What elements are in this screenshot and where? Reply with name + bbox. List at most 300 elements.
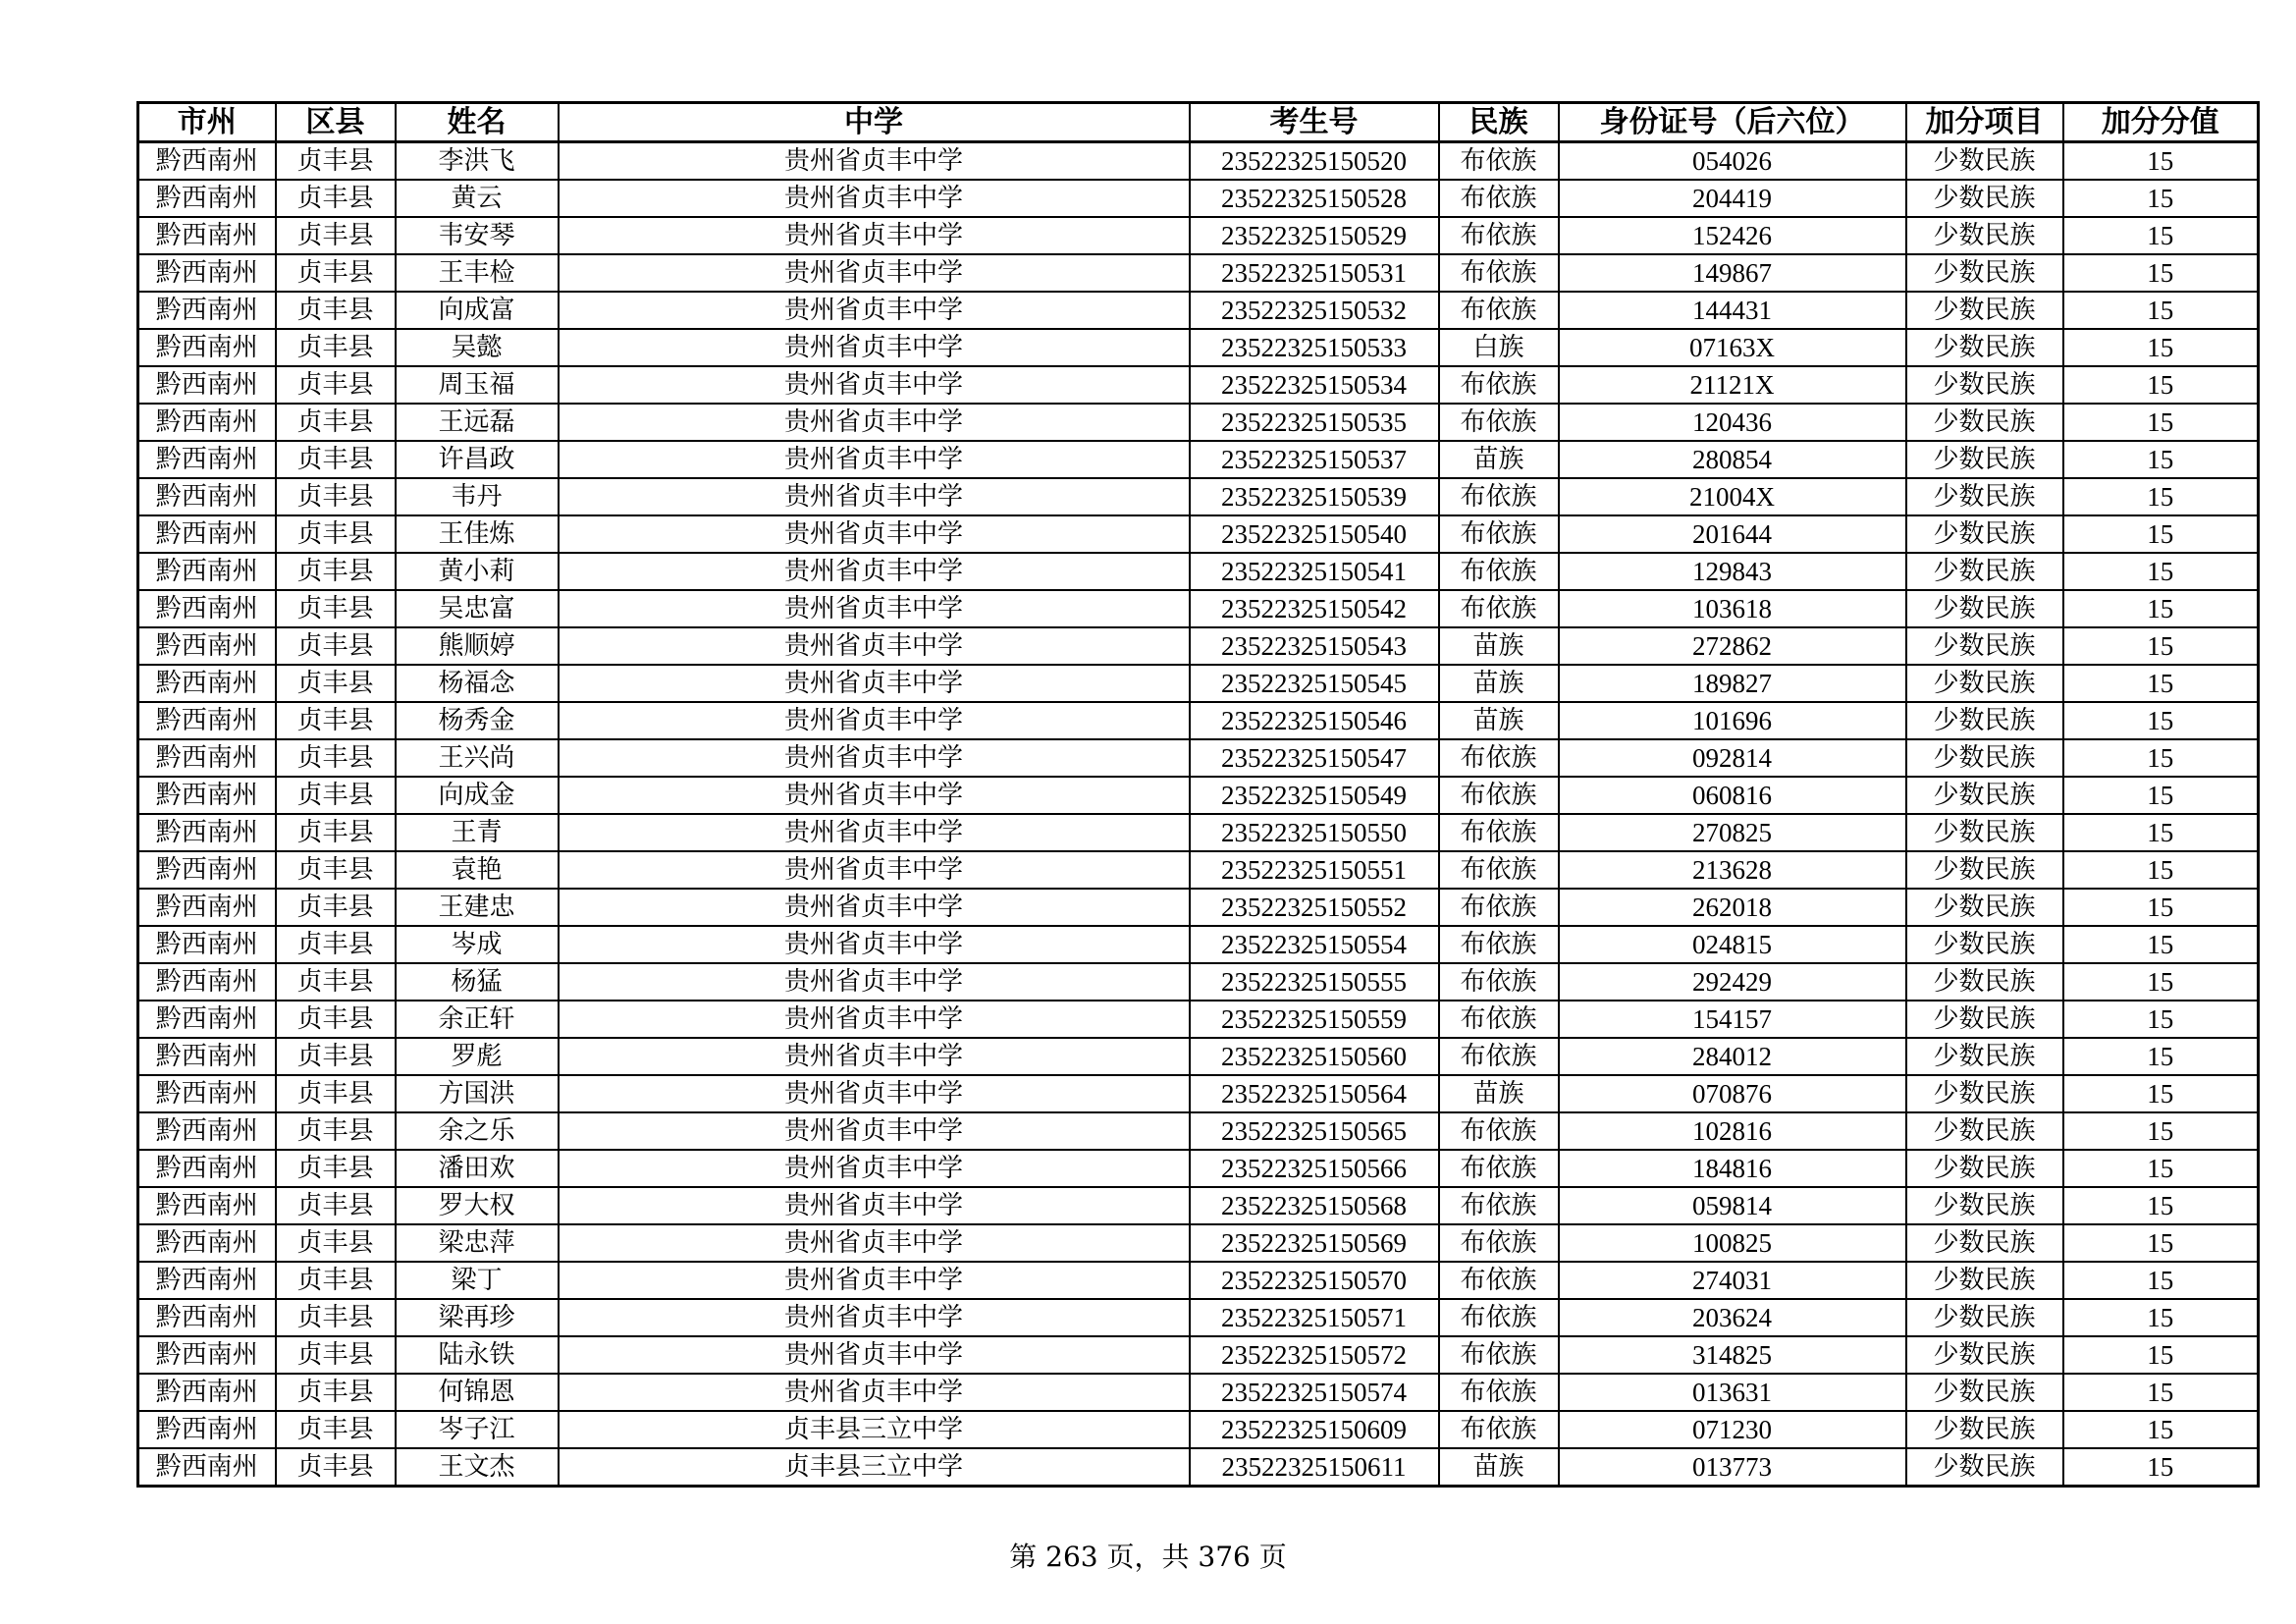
table-row [138, 366, 2259, 404]
city-cell: 黔西南州 [138, 441, 276, 478]
city-cell: 黔西南州 [138, 926, 276, 963]
ethnicity-cell: 苗族 [1439, 441, 1559, 478]
table-row [138, 590, 2259, 627]
name-cell: 吴懿 [396, 329, 559, 366]
column-header-county: 区县 [276, 103, 396, 142]
bonus-item-cell: 少数民族 [1906, 814, 2063, 851]
bonus-score-cell: 15 [2063, 627, 2259, 665]
school-cell: 贵州省贞丰中学 [559, 739, 1190, 777]
exam-number-cell: 23522325150551 [1190, 851, 1439, 889]
id-suffix-cell: 120436 [1559, 404, 1906, 441]
ethnicity-cell: 布依族 [1439, 739, 1559, 777]
ethnicity-cell: 布依族 [1439, 180, 1559, 217]
table-row [138, 441, 2259, 478]
county-cell: 贞丰县 [276, 1001, 396, 1038]
bonus-score-cell: 15 [2063, 1187, 2259, 1224]
county-cell: 贞丰县 [276, 590, 396, 627]
exam-number-cell: 23522325150534 [1190, 366, 1439, 404]
ethnicity-cell: 白族 [1439, 329, 1559, 366]
city-cell: 黔西南州 [138, 777, 276, 814]
county-cell: 贞丰县 [276, 142, 396, 181]
ethnicity-cell: 苗族 [1439, 1448, 1559, 1487]
exam-number-cell: 23522325150539 [1190, 478, 1439, 515]
column-header-id-suffix: 身份证号（后六位） [1559, 103, 1906, 142]
county-cell: 贞丰县 [276, 851, 396, 889]
id-suffix-cell: 070876 [1559, 1075, 1906, 1112]
school-cell: 贵州省贞丰中学 [559, 1336, 1190, 1374]
column-header-bonus-score: 加分分值 [2063, 103, 2259, 142]
name-cell: 岑子江 [396, 1411, 559, 1448]
exam-number-cell: 23522325150528 [1190, 180, 1439, 217]
city-cell: 黔西南州 [138, 627, 276, 665]
exam-number-cell: 23522325150549 [1190, 777, 1439, 814]
bonus-score-cell: 15 [2063, 1224, 2259, 1262]
exam-number-cell: 23522325150540 [1190, 515, 1439, 553]
city-cell: 黔西南州 [138, 590, 276, 627]
exam-number-cell: 23522325150570 [1190, 1262, 1439, 1299]
table-row [138, 478, 2259, 515]
bonus-score-cell: 15 [2063, 851, 2259, 889]
id-suffix-cell: 013631 [1559, 1374, 1906, 1411]
school-cell: 贵州省贞丰中学 [559, 777, 1190, 814]
county-cell: 贞丰县 [276, 292, 396, 329]
ethnicity-cell: 布依族 [1439, 142, 1559, 181]
city-cell: 黔西南州 [138, 1262, 276, 1299]
ethnicity-cell: 布依族 [1439, 814, 1559, 851]
id-suffix-cell: 071230 [1559, 1411, 1906, 1448]
table-row [138, 963, 2259, 1001]
bonus-item-cell: 少数民族 [1906, 590, 2063, 627]
table-row [138, 926, 2259, 963]
bonus-score-cell: 15 [2063, 1299, 2259, 1336]
name-cell: 王远磊 [396, 404, 559, 441]
name-cell: 向成富 [396, 292, 559, 329]
city-cell: 黔西南州 [138, 1448, 276, 1487]
id-suffix-cell: 262018 [1559, 889, 1906, 926]
bonus-score-cell: 15 [2063, 814, 2259, 851]
school-cell: 贵州省贞丰中学 [559, 590, 1190, 627]
bonus-item-cell: 少数民族 [1906, 329, 2063, 366]
county-cell: 贞丰县 [276, 478, 396, 515]
table-row [138, 1038, 2259, 1075]
city-cell: 黔西南州 [138, 217, 276, 254]
school-cell: 贵州省贞丰中学 [559, 1374, 1190, 1411]
bonus-item-cell: 少数民族 [1906, 1038, 2063, 1075]
name-cell: 罗彪 [396, 1038, 559, 1075]
city-cell: 黔西南州 [138, 1075, 276, 1112]
bonus-item-cell: 少数民族 [1906, 292, 2063, 329]
bonus-score-cell: 15 [2063, 292, 2259, 329]
table-row [138, 553, 2259, 590]
bonus-score-cell: 15 [2063, 1150, 2259, 1187]
table-row [138, 1448, 2259, 1487]
table-row [138, 404, 2259, 441]
bonus-item-cell: 少数民族 [1906, 739, 2063, 777]
name-cell: 周玉福 [396, 366, 559, 404]
id-suffix-cell: 284012 [1559, 1038, 1906, 1075]
city-cell: 黔西南州 [138, 366, 276, 404]
name-cell: 梁忠萍 [396, 1224, 559, 1262]
table-row [138, 1112, 2259, 1150]
bonus-item-cell: 少数民族 [1906, 1374, 2063, 1411]
table-header-row [138, 103, 2259, 142]
column-header-city: 市州 [138, 103, 276, 142]
county-cell: 贞丰县 [276, 1224, 396, 1262]
exam-number-cell: 23522325150609 [1190, 1411, 1439, 1448]
exam-number-cell: 23522325150569 [1190, 1224, 1439, 1262]
ethnicity-cell: 布依族 [1439, 1224, 1559, 1262]
county-cell: 贞丰县 [276, 1075, 396, 1112]
name-cell: 吴忠富 [396, 590, 559, 627]
school-cell: 贵州省贞丰中学 [559, 329, 1190, 366]
bonus-score-cell: 15 [2063, 441, 2259, 478]
bonus-item-cell: 少数民族 [1906, 180, 2063, 217]
county-cell: 贞丰县 [276, 1112, 396, 1150]
ethnicity-cell: 布依族 [1439, 1038, 1559, 1075]
bonus-item-cell: 少数民族 [1906, 889, 2063, 926]
id-suffix-cell: 149867 [1559, 254, 1906, 292]
ethnicity-cell: 苗族 [1439, 627, 1559, 665]
city-cell: 黔西南州 [138, 142, 276, 181]
school-cell: 贵州省贞丰中学 [559, 889, 1190, 926]
school-cell: 贞丰县三立中学 [559, 1411, 1190, 1448]
ethnicity-cell: 布依族 [1439, 217, 1559, 254]
table-row [138, 777, 2259, 814]
school-cell: 贵州省贞丰中学 [559, 404, 1190, 441]
school-cell: 贵州省贞丰中学 [559, 478, 1190, 515]
table-row [138, 739, 2259, 777]
bonus-item-cell: 少数民族 [1906, 627, 2063, 665]
bonus-score-cell: 15 [2063, 180, 2259, 217]
name-cell: 王文杰 [396, 1448, 559, 1487]
table-row [138, 292, 2259, 329]
exam-number-cell: 23522325150543 [1190, 627, 1439, 665]
column-header-school: 中学 [559, 103, 1190, 142]
county-cell: 贞丰县 [276, 814, 396, 851]
table-row [138, 1150, 2259, 1187]
bonus-item-cell: 少数民族 [1906, 1262, 2063, 1299]
bonus-score-cell: 15 [2063, 1112, 2259, 1150]
school-cell: 贵州省贞丰中学 [559, 1112, 1190, 1150]
name-cell: 梁丁 [396, 1262, 559, 1299]
city-cell: 黔西南州 [138, 1150, 276, 1187]
exam-number-cell: 23522325150542 [1190, 590, 1439, 627]
school-cell: 贵州省贞丰中学 [559, 254, 1190, 292]
school-cell: 贵州省贞丰中学 [559, 553, 1190, 590]
exam-number-cell: 23522325150568 [1190, 1187, 1439, 1224]
name-cell: 杨秀金 [396, 702, 559, 739]
bonus-item-cell: 少数民族 [1906, 515, 2063, 553]
name-cell: 王佳炼 [396, 515, 559, 553]
id-suffix-cell: 21004X [1559, 478, 1906, 515]
name-cell: 熊顺婷 [396, 627, 559, 665]
id-suffix-cell: 054026 [1559, 142, 1906, 181]
county-cell: 贞丰县 [276, 627, 396, 665]
column-header-ethnicity: 民族 [1439, 103, 1559, 142]
id-suffix-cell: 314825 [1559, 1336, 1906, 1374]
ethnicity-cell: 布依族 [1439, 1262, 1559, 1299]
city-cell: 黔西南州 [138, 515, 276, 553]
county-cell: 贞丰县 [276, 665, 396, 702]
bonus-item-cell: 少数民族 [1906, 1075, 2063, 1112]
school-cell: 贵州省贞丰中学 [559, 1075, 1190, 1112]
county-cell: 贞丰县 [276, 739, 396, 777]
column-header-exam-number: 考生号 [1190, 103, 1439, 142]
exam-number-cell: 23522325150559 [1190, 1001, 1439, 1038]
ethnicity-cell: 布依族 [1439, 777, 1559, 814]
county-cell: 贞丰县 [276, 1336, 396, 1374]
bonus-item-cell: 少数民族 [1906, 1112, 2063, 1150]
name-cell: 潘田欢 [396, 1150, 559, 1187]
name-cell: 袁艳 [396, 851, 559, 889]
table-row [138, 627, 2259, 665]
table-row [138, 851, 2259, 889]
table-row [138, 1411, 2259, 1448]
id-suffix-cell: 100825 [1559, 1224, 1906, 1262]
ethnicity-cell: 苗族 [1439, 702, 1559, 739]
exam-number-cell: 23522325150529 [1190, 217, 1439, 254]
bonus-item-cell: 少数民族 [1906, 1411, 2063, 1448]
bonus-score-cell: 15 [2063, 1038, 2259, 1075]
city-cell: 黔西南州 [138, 702, 276, 739]
city-cell: 黔西南州 [138, 814, 276, 851]
county-cell: 贞丰县 [276, 404, 396, 441]
ethnicity-cell: 布依族 [1439, 1299, 1559, 1336]
school-cell: 贵州省贞丰中学 [559, 627, 1190, 665]
bonus-item-cell: 少数民族 [1906, 1448, 2063, 1487]
bonus-item-cell: 少数民族 [1906, 851, 2063, 889]
county-cell: 贞丰县 [276, 366, 396, 404]
school-cell: 贵州省贞丰中学 [559, 366, 1190, 404]
exam-number-cell: 23522325150574 [1190, 1374, 1439, 1411]
name-cell: 梁再珍 [396, 1299, 559, 1336]
bonus-score-cell: 15 [2063, 1075, 2259, 1112]
county-cell: 贞丰县 [276, 180, 396, 217]
table-row [138, 1299, 2259, 1336]
bonus-item-cell: 少数民族 [1906, 1224, 2063, 1262]
school-cell: 贵州省贞丰中学 [559, 1150, 1190, 1187]
exam-number-cell: 23522325150537 [1190, 441, 1439, 478]
school-cell: 贵州省贞丰中学 [559, 702, 1190, 739]
ethnicity-cell: 苗族 [1439, 1075, 1559, 1112]
county-cell: 贞丰县 [276, 1187, 396, 1224]
table-row [138, 515, 2259, 553]
ethnicity-cell: 布依族 [1439, 515, 1559, 553]
id-suffix-cell: 103618 [1559, 590, 1906, 627]
bonus-score-cell: 15 [2063, 329, 2259, 366]
name-cell: 黄小莉 [396, 553, 559, 590]
id-suffix-cell: 270825 [1559, 814, 1906, 851]
school-cell: 贵州省贞丰中学 [559, 1038, 1190, 1075]
id-suffix-cell: 102816 [1559, 1112, 1906, 1150]
id-suffix-cell: 024815 [1559, 926, 1906, 963]
name-cell: 岑成 [396, 926, 559, 963]
exam-number-cell: 23522325150533 [1190, 329, 1439, 366]
id-suffix-cell: 144431 [1559, 292, 1906, 329]
exam-number-cell: 23522325150546 [1190, 702, 1439, 739]
exam-number-cell: 23522325150560 [1190, 1038, 1439, 1075]
exam-number-cell: 23522325150532 [1190, 292, 1439, 329]
name-cell: 韦安琴 [396, 217, 559, 254]
bonus-item-cell: 少数民族 [1906, 142, 2063, 181]
bonus-item-cell: 少数民族 [1906, 1336, 2063, 1374]
school-cell: 贵州省贞丰中学 [559, 926, 1190, 963]
name-cell: 余正轩 [396, 1001, 559, 1038]
bonus-score-cell: 15 [2063, 665, 2259, 702]
ethnicity-cell: 布依族 [1439, 553, 1559, 590]
school-cell: 贵州省贞丰中学 [559, 814, 1190, 851]
name-cell: 韦丹 [396, 478, 559, 515]
bonus-score-cell: 15 [2063, 478, 2259, 515]
exam-number-cell: 23522325150564 [1190, 1075, 1439, 1112]
name-cell: 李洪飞 [396, 142, 559, 181]
bonus-score-cell: 15 [2063, 1262, 2259, 1299]
id-suffix-cell: 154157 [1559, 1001, 1906, 1038]
column-header-bonus-item: 加分项目 [1906, 103, 2063, 142]
bonus-score-cell: 15 [2063, 1001, 2259, 1038]
bonus-item-cell: 少数民族 [1906, 254, 2063, 292]
city-cell: 黔西南州 [138, 1038, 276, 1075]
county-cell: 贞丰县 [276, 515, 396, 553]
name-cell: 王兴尚 [396, 739, 559, 777]
id-suffix-cell: 189827 [1559, 665, 1906, 702]
name-cell: 何锦恩 [396, 1374, 559, 1411]
city-cell: 黔西南州 [138, 851, 276, 889]
name-cell: 余之乐 [396, 1112, 559, 1150]
county-cell: 贞丰县 [276, 1299, 396, 1336]
id-suffix-cell: 060816 [1559, 777, 1906, 814]
name-cell: 杨福念 [396, 665, 559, 702]
ethnicity-cell: 布依族 [1439, 366, 1559, 404]
id-suffix-cell: 213628 [1559, 851, 1906, 889]
city-cell: 黔西南州 [138, 1112, 276, 1150]
county-cell: 贞丰县 [276, 1150, 396, 1187]
bonus-score-cell: 15 [2063, 1374, 2259, 1411]
exam-number-cell: 23522325150550 [1190, 814, 1439, 851]
city-cell: 黔西南州 [138, 292, 276, 329]
county-cell: 贞丰县 [276, 702, 396, 739]
exam-number-cell: 23522325150531 [1190, 254, 1439, 292]
bonus-score-cell: 15 [2063, 1448, 2259, 1487]
school-cell: 贵州省贞丰中学 [559, 142, 1190, 181]
county-cell: 贞丰县 [276, 889, 396, 926]
id-suffix-cell: 201644 [1559, 515, 1906, 553]
school-cell: 贵州省贞丰中学 [559, 1299, 1190, 1336]
id-suffix-cell: 21121X [1559, 366, 1906, 404]
ethnicity-cell: 布依族 [1439, 1001, 1559, 1038]
bonus-item-cell: 少数民族 [1906, 404, 2063, 441]
table-row [138, 217, 2259, 254]
id-suffix-cell: 184816 [1559, 1150, 1906, 1187]
bonus-item-cell: 少数民族 [1906, 1187, 2063, 1224]
name-cell: 向成金 [396, 777, 559, 814]
ethnicity-cell: 布依族 [1439, 590, 1559, 627]
exam-number-cell: 23522325150552 [1190, 889, 1439, 926]
exam-number-cell: 23522325150565 [1190, 1112, 1439, 1150]
bonus-score-cell: 15 [2063, 217, 2259, 254]
county-cell: 贞丰县 [276, 217, 396, 254]
ethnicity-cell: 布依族 [1439, 889, 1559, 926]
bonus-item-cell: 少数民族 [1906, 1001, 2063, 1038]
id-suffix-cell: 07163X [1559, 329, 1906, 366]
bonus-item-cell: 少数民族 [1906, 478, 2063, 515]
exam-number-cell: 23522325150520 [1190, 142, 1439, 181]
table-row [138, 1075, 2259, 1112]
bonus-item-cell: 少数民族 [1906, 665, 2063, 702]
bonus-item-cell: 少数民族 [1906, 926, 2063, 963]
exam-number-cell: 23522325150611 [1190, 1448, 1439, 1487]
id-suffix-cell: 272862 [1559, 627, 1906, 665]
exam-number-cell: 23522325150535 [1190, 404, 1439, 441]
county-cell: 贞丰县 [276, 553, 396, 590]
ethnicity-cell: 布依族 [1439, 851, 1559, 889]
school-cell: 贵州省贞丰中学 [559, 441, 1190, 478]
county-cell: 贞丰县 [276, 1448, 396, 1487]
school-cell: 贵州省贞丰中学 [559, 292, 1190, 329]
bonus-score-cell: 15 [2063, 702, 2259, 739]
county-cell: 贞丰县 [276, 777, 396, 814]
school-cell: 贵州省贞丰中学 [559, 1262, 1190, 1299]
name-cell: 罗大权 [396, 1187, 559, 1224]
city-cell: 黔西南州 [138, 1336, 276, 1374]
school-cell: 贵州省贞丰中学 [559, 665, 1190, 702]
county-cell: 贞丰县 [276, 254, 396, 292]
school-cell: 贵州省贞丰中学 [559, 1224, 1190, 1262]
exam-number-cell: 23522325150555 [1190, 963, 1439, 1001]
city-cell: 黔西南州 [138, 478, 276, 515]
bonus-item-cell: 少数民族 [1906, 963, 2063, 1001]
school-cell: 贵州省贞丰中学 [559, 851, 1190, 889]
bonus-item-cell: 少数民族 [1906, 1299, 2063, 1336]
bonus-score-cell: 15 [2063, 926, 2259, 963]
city-cell: 黔西南州 [138, 404, 276, 441]
bonus-item-cell: 少数民族 [1906, 1150, 2063, 1187]
exam-number-cell: 23522325150572 [1190, 1336, 1439, 1374]
name-cell: 杨猛 [396, 963, 559, 1001]
name-cell: 王丰检 [396, 254, 559, 292]
table-row [138, 889, 2259, 926]
bonus-score-cell: 15 [2063, 1411, 2259, 1448]
table-row [138, 1001, 2259, 1038]
ethnicity-cell: 苗族 [1439, 665, 1559, 702]
county-cell: 贞丰县 [276, 329, 396, 366]
city-cell: 黔西南州 [138, 1001, 276, 1038]
table-row [138, 1336, 2259, 1374]
exam-number-cell: 23522325150547 [1190, 739, 1439, 777]
city-cell: 黔西南州 [138, 1187, 276, 1224]
county-cell: 贞丰县 [276, 1374, 396, 1411]
data-table [136, 101, 2260, 1488]
name-cell: 陆永铁 [396, 1336, 559, 1374]
city-cell: 黔西南州 [138, 1411, 276, 1448]
name-cell: 王建忠 [396, 889, 559, 926]
school-cell: 贵州省贞丰中学 [559, 1001, 1190, 1038]
city-cell: 黔西南州 [138, 553, 276, 590]
county-cell: 贞丰县 [276, 963, 396, 1001]
table-row [138, 1187, 2259, 1224]
city-cell: 黔西南州 [138, 665, 276, 702]
table-row [138, 142, 2259, 181]
city-cell: 黔西南州 [138, 889, 276, 926]
bonus-item-cell: 少数民族 [1906, 553, 2063, 590]
bonus-score-cell: 15 [2063, 553, 2259, 590]
name-cell: 黄云 [396, 180, 559, 217]
county-cell: 贞丰县 [276, 1262, 396, 1299]
ethnicity-cell: 布依族 [1439, 926, 1559, 963]
city-cell: 黔西南州 [138, 329, 276, 366]
table-row [138, 254, 2259, 292]
bonus-score-cell: 15 [2063, 963, 2259, 1001]
